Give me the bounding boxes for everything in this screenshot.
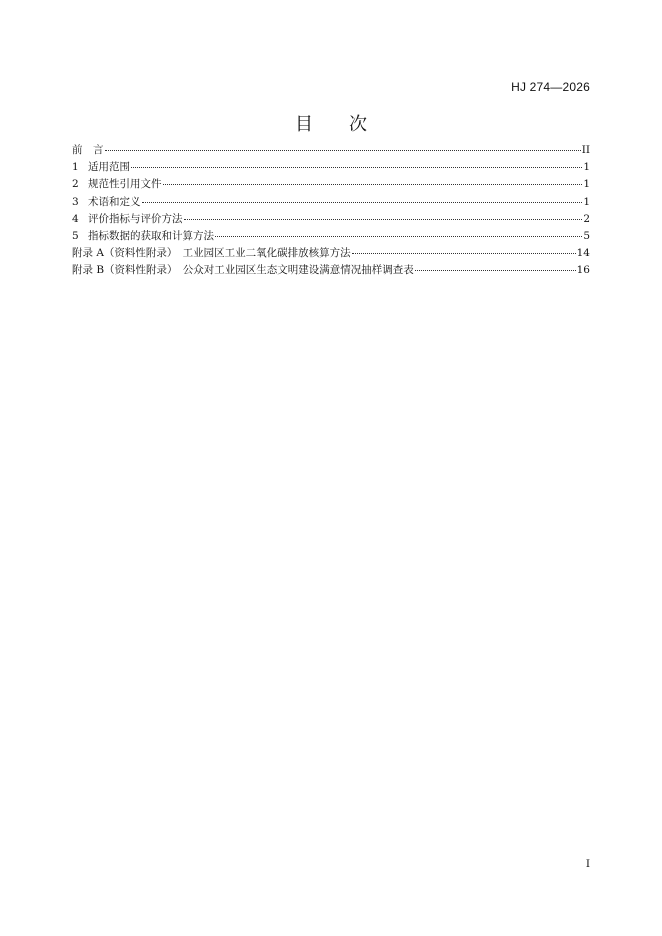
toc-entry-number: 1	[72, 161, 79, 174]
toc-entry-appendix-b[interactable]	[72, 262, 590, 279]
toc-entry-page: 14	[576, 247, 590, 260]
toc-entry-number: 4	[72, 212, 79, 225]
toc-leader-dots	[105, 149, 581, 151]
toc-entry-page: 1	[583, 161, 590, 174]
toc-entry-page: 5	[583, 229, 590, 242]
toc-entry-page: II	[581, 144, 590, 156]
toc-leader-dots	[131, 166, 582, 168]
toc-entry-scope[interactable]	[72, 159, 590, 176]
toc-entry-page: 1	[583, 178, 590, 191]
toc-entry-page: 2	[583, 212, 590, 225]
toc-entry-label: 适用范围	[88, 161, 130, 174]
toc-leader-dots	[215, 235, 582, 237]
toc-title: 目 次	[295, 114, 367, 135]
table-of-contents	[72, 142, 590, 280]
document-code: HJ 274—2026	[511, 80, 590, 94]
toc-entry-label: 附录 B（资料性附录） 公众对工业园区生态文明建设满意情况抽样调查表	[72, 264, 414, 277]
toc-entry-number: 2	[72, 178, 79, 191]
toc-entry-label: 评价指标与评价方法	[88, 212, 183, 225]
toc-entry-terms[interactable]	[72, 194, 590, 211]
toc-entry-label: 术语和定义	[88, 195, 141, 208]
toc-leader-dots	[142, 201, 583, 203]
toc-entry-normative-references[interactable]	[72, 176, 590, 193]
toc-entry-label: 附录 A（资料性附录） 工业园区工业二氧化碳排放核算方法	[72, 247, 351, 260]
toc-leader-dots	[415, 269, 576, 271]
toc-entry-data-methods[interactable]	[72, 228, 590, 245]
toc-entry-label: 前 言	[72, 144, 104, 156]
toc-leader-dots	[352, 252, 576, 254]
toc-entry-page: 1	[583, 195, 590, 208]
toc-entry-page: 16	[576, 264, 590, 277]
toc-leader-dots	[163, 183, 583, 185]
toc-entry-number: 5	[72, 229, 79, 242]
toc-entry-number: 3	[72, 195, 79, 208]
toc-entry-evaluation[interactable]	[72, 211, 590, 228]
toc-entry-label: 规范性引用文件	[88, 178, 162, 191]
toc-entry-appendix-a[interactable]	[72, 245, 590, 262]
toc-entry-label: 指标数据的获取和计算方法	[88, 229, 214, 242]
page-number: I	[585, 858, 590, 870]
toc-entry-foreword[interactable]	[72, 142, 590, 159]
toc-leader-dots	[184, 218, 583, 220]
